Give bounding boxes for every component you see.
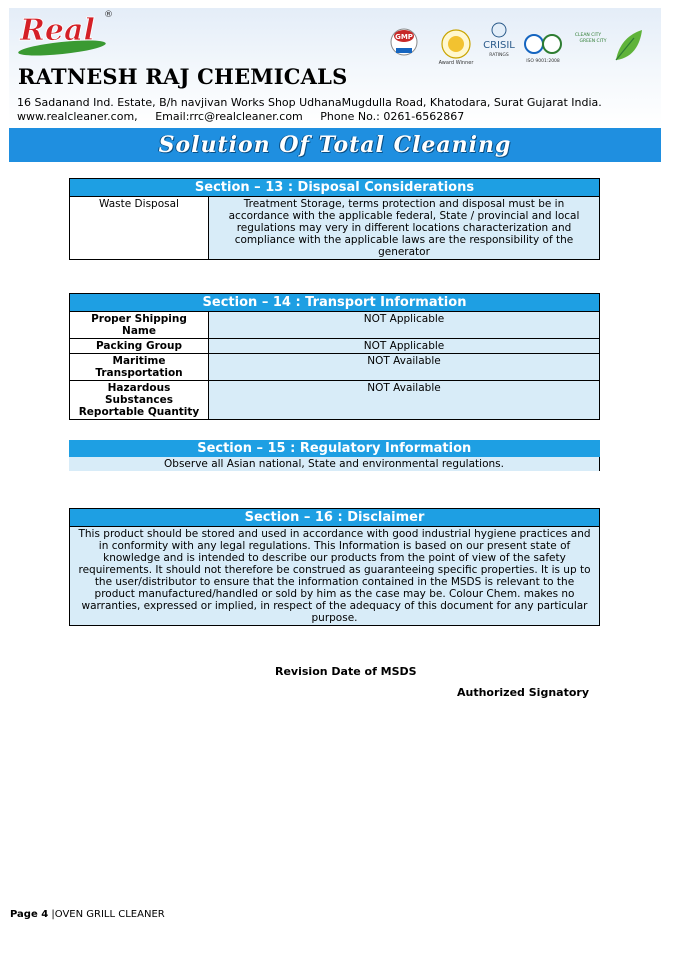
svg-text:GREEN CITY: GREEN CITY (579, 39, 607, 44)
section-13-title: Section – 13 : Disposal Considerations (70, 179, 600, 197)
footer-product-name: OVEN GRILL CLEANER (54, 909, 165, 920)
company-address: 16 Sadanand Ind. Estate, B/h navjivan Works Shop UdhanaMugdulla Road, Khatodara, Surat Gujarat India. (17, 96, 602, 109)
table-row (70, 339, 600, 354)
iso-certified-badge-icon (525, 35, 561, 64)
reportable-quantity-label: Hazardous Substances Reportable Quantity (70, 381, 209, 420)
table-row (70, 527, 600, 626)
svg-text:ISO 9001:2008: ISO 9001:2008 (526, 59, 560, 64)
svg-text:Award Winner: Award Winner (438, 60, 474, 66)
regulatory-text: Observe all Asian national, State and environmental regulations. (69, 457, 600, 471)
page-number: Page 4 (10, 909, 49, 920)
svg-text:CRISIL: CRISIL (483, 40, 515, 51)
clean-city-green-city-icon (575, 30, 642, 60)
svg-text:CLEAN CITY: CLEAN CITY (574, 33, 602, 38)
shipping-name-label: Proper Shipping Name (70, 312, 209, 339)
section-16-title: Section – 16 : Disclaimer (70, 509, 600, 527)
section-15-table (69, 440, 600, 471)
page-footer (10, 909, 165, 920)
table-row (70, 312, 600, 339)
svg-text:RATINGS: RATINGS (489, 53, 509, 58)
table-row (70, 381, 600, 420)
shipping-name-value: NOT Applicable (209, 312, 600, 339)
waste-disposal-label: Waste Disposal (70, 197, 209, 260)
svg-text:GMP: GMP (395, 33, 413, 41)
table-row (69, 457, 600, 471)
logo-brand-text: Real (20, 13, 95, 48)
tagline-banner (9, 128, 661, 162)
reportable-quantity-value: NOT Available (209, 381, 600, 420)
disclaimer-text: This product should be stored and used in accordance with good industrial hygiene practices and in conformity with any legal regulations. This Information is based on our present state of knowledge and is intended to describe our products from the point of view of the safety requirements. It should not therefore be construed as guaranteeing specific properties. It is up to the user/distributor to ensure that the information contained in the MSDS is relevant to the product manufactured/handled or sold by him as the case may be. Colour Chem. makes no warranties, expressed or implied, in respect of the adequacy of this document for any particular purpose. (70, 527, 600, 626)
crisil-badge-icon (483, 23, 515, 58)
waste-disposal-value: Treatment Storage, terms protection and disposal must be in accordance with the applicable federal, State / provincial and local regulations may very in different locations characterization and compliance with the applicable laws are the responsibility of the generator (209, 197, 600, 260)
section-15-title: Section – 15 : Regulatory Information (69, 440, 600, 457)
real-logo (14, 8, 114, 60)
packing-group-label: Packing Group (70, 339, 209, 354)
award-winner-badge-icon (439, 30, 475, 66)
phone-text: Phone No.: 0261-6562867 (320, 110, 465, 123)
gmp-badge-icon (391, 29, 417, 55)
email-text: Email:rrc@realcleaner.com (155, 110, 303, 123)
tagline-text: Solution Of Total Cleaning (158, 132, 512, 158)
website-link[interactable]: www.realcleaner.com, (17, 110, 138, 123)
maritime-transportation-label: Maritime Transportation (70, 354, 209, 381)
certification-badges (388, 18, 648, 70)
table-row (70, 197, 600, 260)
maritime-transportation-value: NOT Available (209, 354, 600, 381)
table-row (70, 354, 600, 381)
section-14-table (69, 293, 600, 420)
section-14-title: Section – 14 : Transport Information (70, 294, 600, 312)
company-name: RATNESH RAJ CHEMICALS (18, 64, 348, 89)
registered-mark: ® (104, 10, 113, 20)
section-16-table (69, 508, 600, 626)
authorized-signatory-label: Authorized Signatory (457, 686, 589, 699)
section-13-table (69, 178, 600, 260)
footer-separator: | (51, 909, 55, 920)
revision-date-label: Revision Date of MSDS (275, 665, 417, 678)
packing-group-value: NOT Applicable (209, 339, 600, 354)
contact-line (17, 110, 478, 123)
